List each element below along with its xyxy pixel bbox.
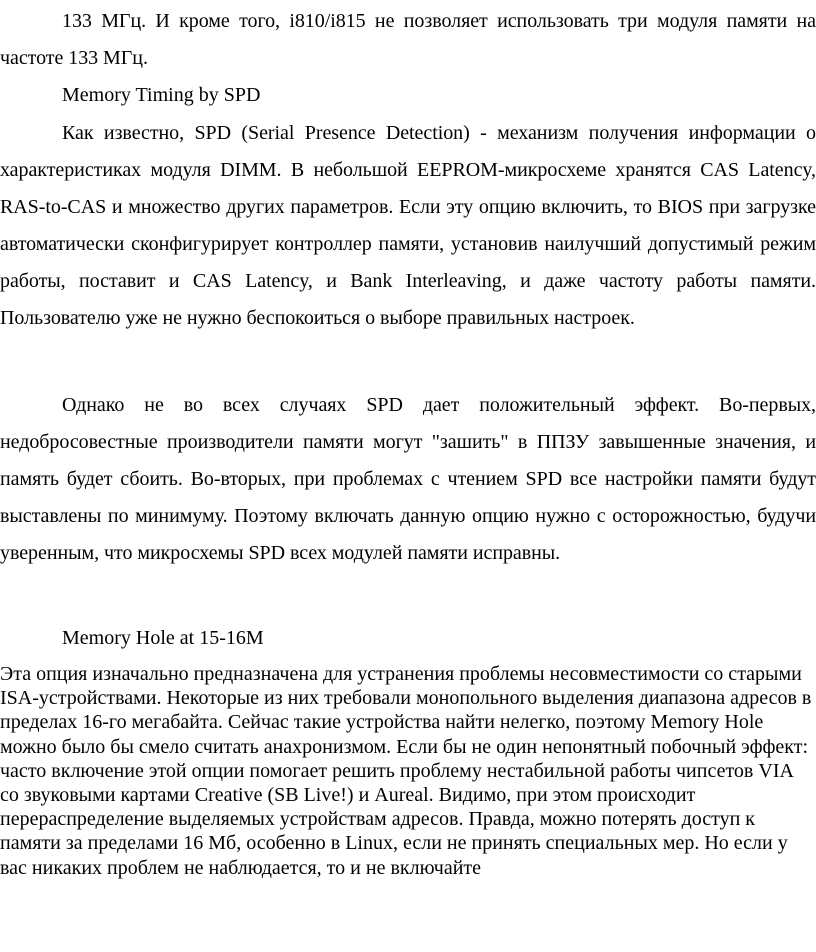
hole-heading-block xyxy=(0,620,816,657)
memory-hole-paragraph: Эта опция изначально предназначена для устранения проблемы несовместимости со старыми ISA-устройствами. Некоторые из них требовали монопольного выделения диапазона адресов в пределах 16-го мегабайта. Сейчас такие устройства найти нелегко, поэтому Memory Hole можно было бы смело считать анахронизмом. Если бы не один непонятный побочный эффект: часто включение этой опции помогает решить проблему нестабильной работы чипсетов VIA со звуковыми картами Creative (SB Live!) и Aureal. Видимо, при этом происходит перераспределение выделяемых устройствам адресов. Правда, можно потерять доступ к памяти за пределами 16 Мб, особенно в Linux, если не принять специальных мер. Но если у вас никаких проблем не наблюдается, то и не включайте xyxy=(0,663,812,879)
intro-text: 133 МГц. И кроме того, i810/i815 не позволяет использовать три модуля памяти на частоте 133 МГц. xyxy=(0,10,816,69)
hole-paragraph-block xyxy=(0,662,816,880)
section-heading-memory-hole: Memory Hole at 15-16M xyxy=(62,627,264,649)
spd-paragraph-2: Однако не во всех случаях SPD дает положительный эффект. Во-первых, недобросовестные производители памяти могут "зашить" в ППЗУ завышенные значения, и память будет сбоить. Во-вторых, при проблемах с чтением SPD все настройки памяти будут выставлены по минимуму. Поэтому включать данную опцию нужно с осторожностью, будучи уверенным, что микросхемы SPD всех модулей памяти исправны. xyxy=(0,394,816,564)
section-heading-spd: Memory Timing by SPD xyxy=(62,84,261,106)
spd-paragraph-1: Как известно, SPD (Serial Presence Detection) - механизм получения информации о характеристиках модуля DIMM. В небольшой EEPROM-микросхеме хранятся CAS Latency, RAS-to-CAS и множество других параметров. Если эту опцию включить, то BIOS при загрузке автоматически сконфигурирует контроллер памяти, установив наилучший допустимый режим работы, поставит и CAS Latency, и Bank Interleaving, и даже частоту работы памяти. Пользователю уже не нужно беспокоиться о выборе правильных настроек. xyxy=(0,122,816,329)
spd-paragraph-2-block xyxy=(0,387,816,572)
intro-paragraph xyxy=(0,3,816,77)
spd-heading-block xyxy=(0,77,816,114)
spd-paragraph-1-block xyxy=(0,115,816,337)
